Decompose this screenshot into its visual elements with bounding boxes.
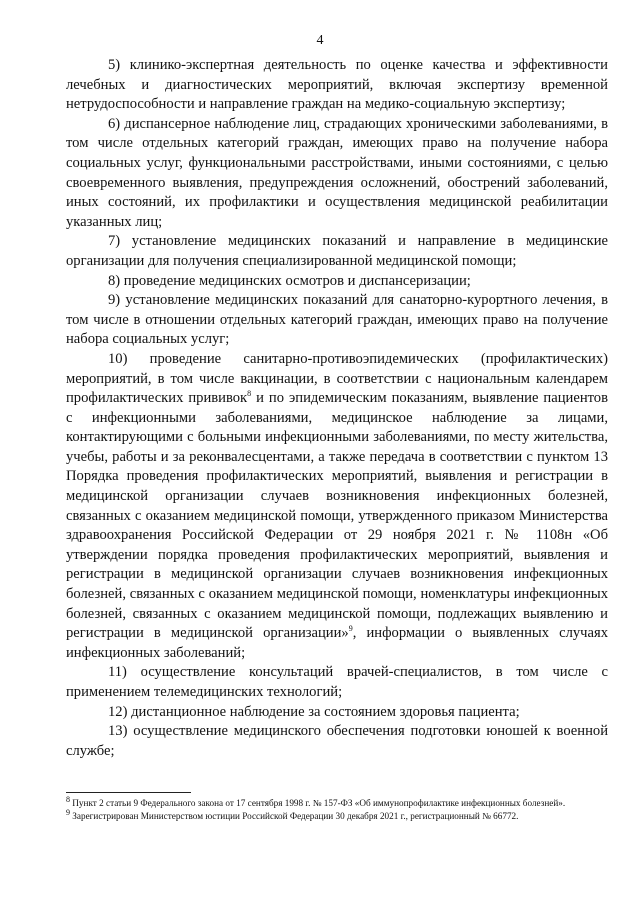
footnote-divider xyxy=(66,792,191,793)
paragraph-7: 7) установление медицинских показаний и направление в медицинские организации для получения специализированной медицинской помощи; xyxy=(66,233,608,269)
paragraph-10-part-a: 10) проведение санитарно-противоэпидемических (профилактических) мероприятий, в том числе вакцинации, в соответствии с национальным календарем профилактических прививок xyxy=(66,350,608,407)
page-number: 4 xyxy=(316,33,324,48)
paragraph-10 xyxy=(66,350,608,664)
paragraph-12: 12) дистанционное наблюдение за состоянием здоровья пациента; xyxy=(108,703,520,720)
paragraph-8: 8) проведение медицинских осмотров и диспансеризации; xyxy=(108,272,471,289)
footnote-mark-9: 9 xyxy=(66,807,70,817)
paragraph-9: 9) установление медицинских показаний для санаторно-курортного лечения, в том числе в отношении отдельных категорий граждан, имеющих право на получение набора социальных услуг; xyxy=(66,292,608,348)
footnote-ref-9[interactable]: 9 xyxy=(348,624,353,634)
paragraph-6: 6) диспансерное наблюдение лиц, страдающих хроническими заболеваниями, в том числе отдельных категорий граждан, имеющих право на получение набора социальных услуг, функциональными расстройствами, иными состояниями, с целью своевременного выявления, предупреждения осложнений, обострений заболеваний, иных состояний, их профилактики и осуществления медицинской реабилитации указанных лиц; xyxy=(66,115,608,230)
footnote-mark-8: 8 xyxy=(66,794,70,804)
paragraph-13: 13) осуществление медицинского обеспечения подготовки юношей к военной службе; xyxy=(66,723,608,759)
paragraph-10-part-c: , информации о выявленных случаях инфекционных заболеваний; xyxy=(66,625,608,661)
footnote-8-text: Пункт 2 статьи 9 Федерального закона от 17 сентября 1998 г. № 157-ФЗ «Об иммунопрофилактике инфекционных болезней». xyxy=(70,798,566,808)
paragraph-11: 11) осуществление консультаций врачей-специалистов, в том числе с применением телемедицинских технологий; xyxy=(66,664,608,700)
footnote-9-text: Зарегистрирован Министерством юстиции Российской Федерации 30 декабря 2021 г., регистрационный № 66772. xyxy=(70,810,519,821)
footnote-8 xyxy=(66,794,611,810)
footnotes xyxy=(66,794,611,822)
paragraph-10-part-b: и по эпидемическим показаниям, выявление пациентов с инфекционными заболеваниями, медицинское наблюдение за лицами, контактирующими с больными инфекционными заболеваниями, по месту жительства, учебы, работы и за реконвалесцентами, а также передача в соответствии с пунктом 13 Порядка проведения профилактических мероприятий, выявления и регистрации в медицинской организации случаев возникновения инфекционных болезней, связанных с оказанием медицинской помощи, утвержденного приказом Министерства здравоохранения Российской Федерации от 29 ноября 2021 г. № 1108н «Об утверждении порядка проведения профилактических мероприятий, выявления и регистрации в медицинской организации случаев возникновения инфекционных болезней, связанных с оказанием медицинской помощи, номенклатуры инфекционных болезней, связанных с оказанием медицинской помощи, подлежащих выявлению и регистрации в медицинской организации» xyxy=(66,390,608,642)
footnote-ref-8[interactable]: 8 xyxy=(247,389,252,399)
paragraph-5: 5) клинико-экспертная деятельность по оценке качества и эффективности лечебных и диагностических мероприятий, включая экспертизу временной нетрудоспособности и направление граждан на медико-социальную экспертизу; xyxy=(66,57,608,113)
document-body xyxy=(66,56,608,761)
footnote-9 xyxy=(66,807,611,823)
